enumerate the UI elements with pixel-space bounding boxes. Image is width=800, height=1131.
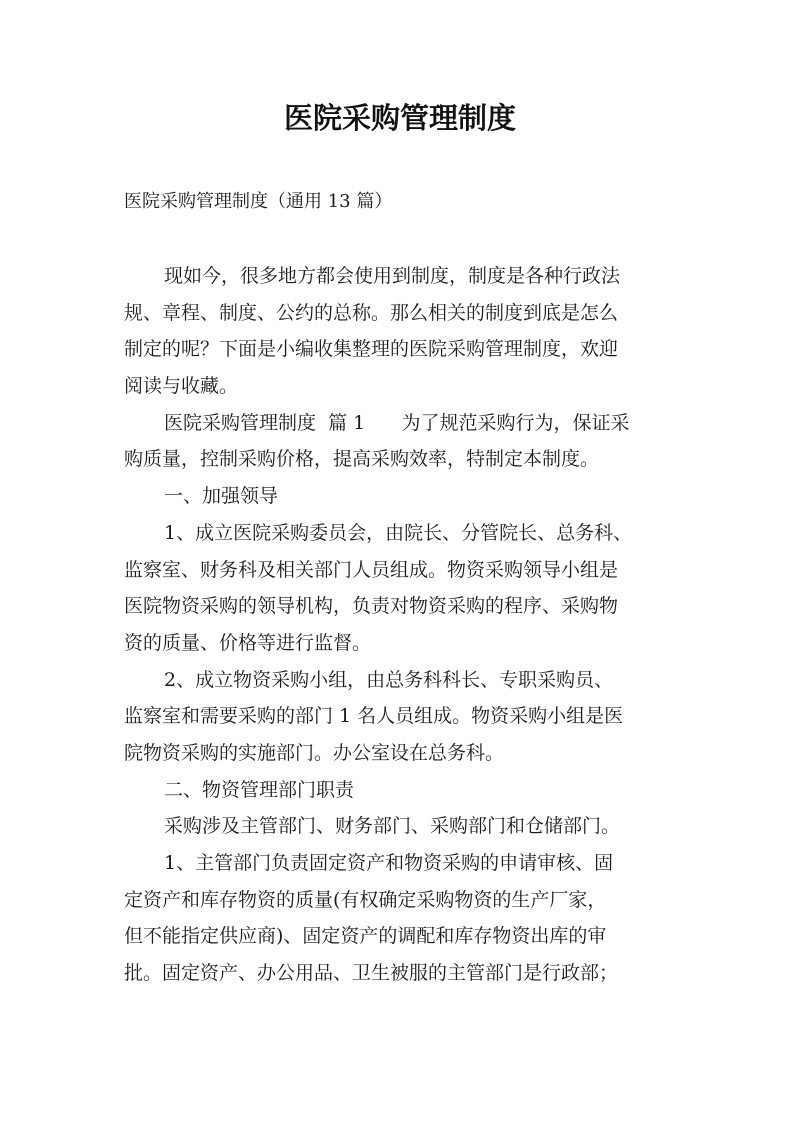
paragraph-line: 资的质量、价格等进行监督。 — [124, 631, 372, 654]
paragraph-line: 规、章程、制度、公约的总称。那么相关的制度到底是怎么 — [124, 301, 619, 324]
paragraph-line: 购质量，控制采购价格，提高采购效率，特制定本制度。 — [124, 448, 600, 471]
paragraph-line: 医院采购管理制度 篇 1 为了规范采购行为，保证采 — [164, 411, 630, 434]
paragraph-line: 监察室、财务科及相关部门人员组成。物资采购领导小组是 — [124, 558, 619, 581]
document-title: 医院采购管理制度 — [283, 101, 516, 135]
paragraph-line: 院物资采购的实施部门。办公室设在总务科。 — [124, 741, 505, 764]
paragraph-line: 制定的呢？下面是小编收集整理的医院采购管理制度，欢迎 — [124, 338, 619, 361]
paragraph-line: 阅读与收藏。 — [124, 375, 239, 398]
paragraph-line: 现如今，很多地方都会使用到制度，制度是各种行政法 — [164, 265, 621, 287]
document-body — [124, 258, 684, 992]
paragraph-line: 批。固定资产、办公用品、卫生被服的主管部门是行政部； — [124, 962, 619, 985]
paragraph-line: 1、成立医院采购委员会，由院长、分管院长、总务科、 — [164, 521, 633, 544]
paragraph-line: 定资产和库存物资的质量(有权确定采购物资的生产厂家， — [124, 888, 607, 911]
paragraph-line: 监察室和需要采购的部门 1 名人员组成。物资采购小组是医 — [124, 705, 624, 728]
document-subtitle: 医院采购管理制度（通用 13 篇） — [124, 191, 393, 212]
paragraph-line: 1、主管部门负责固定资产和物资采购的申请审核、固 — [164, 852, 614, 874]
paragraph-line: 2、成立物资采购小组，由总务科科长、专职采购员、 — [164, 668, 614, 691]
paragraph-line: 采购涉及主管部门、财务部门、采购部门和仓储部门。 — [164, 815, 621, 838]
paragraph-line: 但不能指定供应商)、固定资产的调配和库存物资出库的审 — [124, 925, 607, 948]
paragraph-line: 医院物资采购的领导机构，负责对物资采购的程序、采购物 — [124, 595, 619, 618]
section-heading: 二、物资管理部门职责 — [164, 778, 355, 801]
section-heading: 一、加强领导 — [164, 485, 279, 508]
